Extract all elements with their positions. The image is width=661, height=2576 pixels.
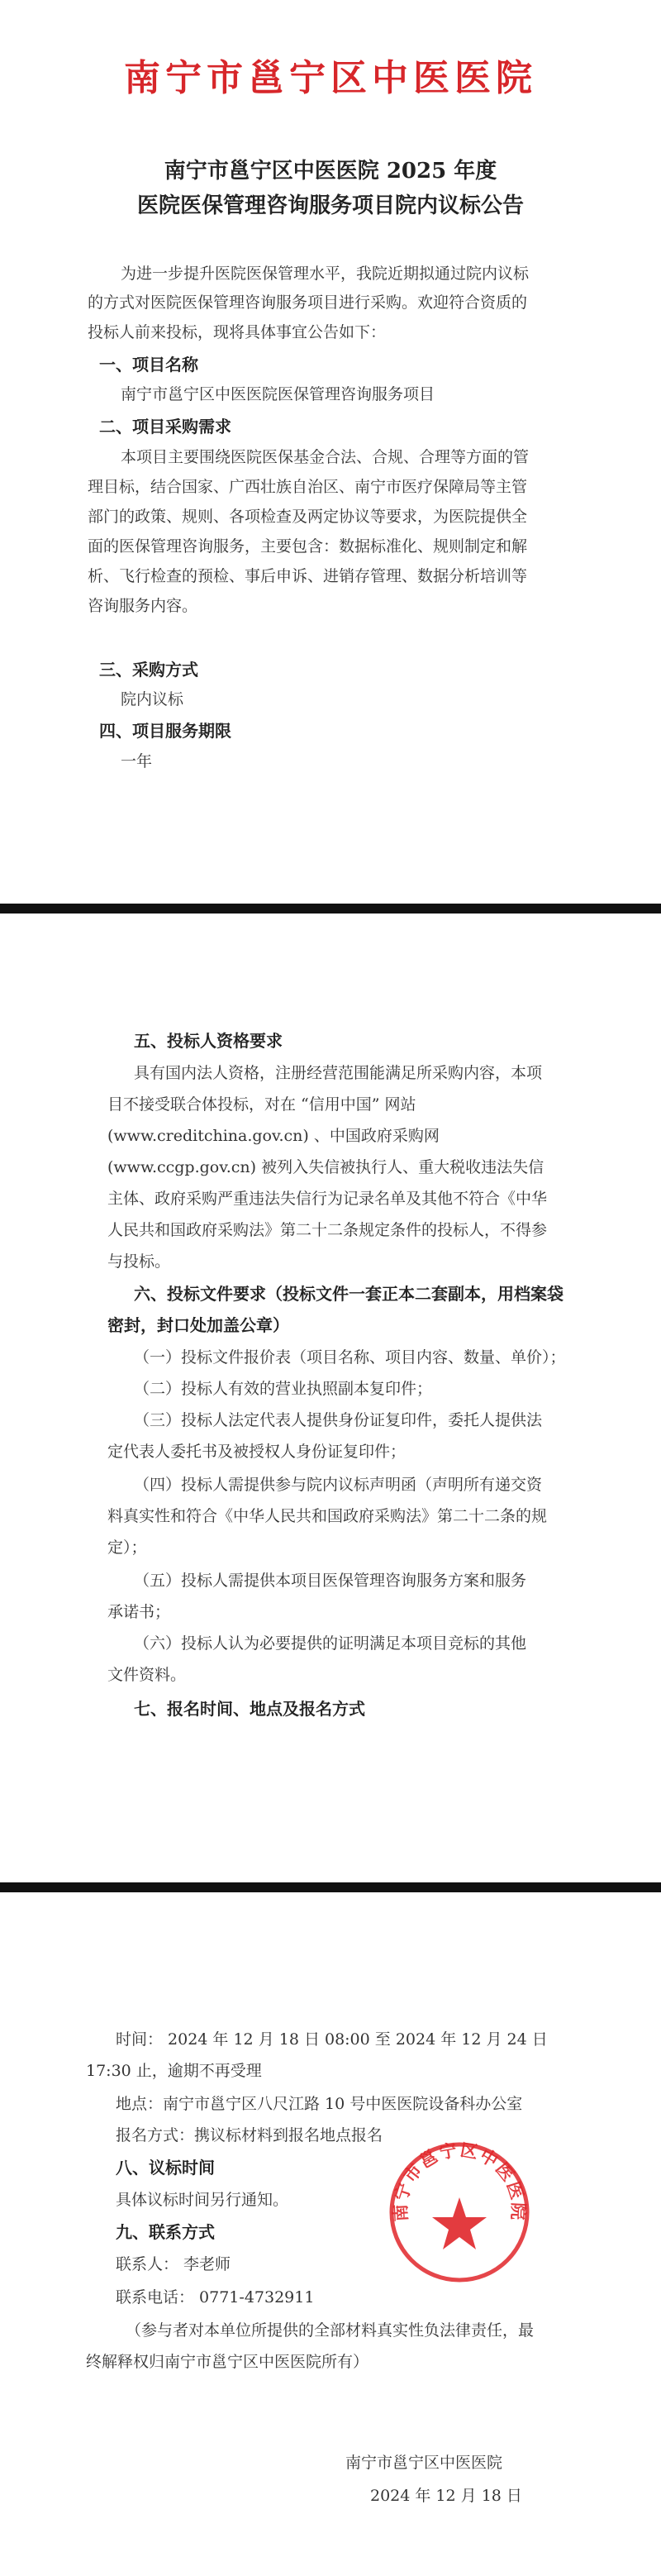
intro-line-2: 的方式对医院医保管理咨询服务项目进行采购。欢迎符合资质的 [88, 293, 528, 312]
section-6-item-4-line-1: （四）投标人需提供参与院内议标声明函（声明所有递交资 [134, 1476, 543, 1494]
seal-text: 南宁市邕宁区中医医院 [390, 2140, 529, 2222]
section-6-item-3-line-2: 定代表人委托书及被授权人身份证复印件； [107, 1443, 407, 1461]
section-3-heading: 三、采购方式 [99, 660, 198, 680]
contact-person: 联系人： 李老师 [116, 2255, 231, 2273]
intro-line-3: 投标人前来投标，现将具体事宜公告如下： [88, 323, 387, 341]
section-6-heading-line-2: 密封，封口处加盖公章） [107, 1315, 289, 1335]
page-separator-1 [0, 904, 661, 914]
section-8-heading: 八、议标时间 [116, 2158, 215, 2178]
section-5-body-line-6: 人民共和国政府采购法》第二十二条规定条件的投标人，不得参 [107, 1221, 548, 1239]
section-9-heading: 九、联系方式 [116, 2222, 215, 2242]
intro-line-1: 为进一步提升医院医保管理水平，我院近期拟通过院内议标 [121, 265, 530, 283]
section-7-heading: 七、报名时间、地点及报名方式 [134, 1699, 365, 1719]
notice-title-line-1: 南宁市邕宁区中医医院 2025 年度 [164, 159, 497, 184]
hospital-banner: 南宁市邕宁区中医医院 [124, 57, 537, 99]
section-2-body-line-6: 咨询服务内容。 [88, 597, 198, 615]
page-separator-2 [0, 1882, 661, 1892]
page-1 [0, 0, 661, 901]
page-3 [0, 1895, 661, 2576]
section-6-item-4-line-2: 料真实性和符合《中华人民共和国政府采购法》第二十二条的规 [107, 1507, 548, 1525]
section-4-body: 一年 [121, 752, 153, 770]
section-6-item-5-line-1: （五）投标人需提供本项目医保管理咨询服务方案和服务 [134, 1572, 527, 1590]
signature-org: 南宁市邕宁区中医医院 [345, 2454, 503, 2472]
contact-phone: 联系电话： 0771-4732911 [116, 2288, 315, 2306]
section-7-location: 地点：南宁市邕宁区八尺江路 10 号中医医院设备科办公室 [116, 2095, 523, 2113]
section-2-body-line-5: 析、飞行检查的预检、事后申诉、进销存管理、数据分析培训等 [88, 567, 528, 585]
section-5-heading: 五、投标人资格要求 [134, 1031, 283, 1051]
section-6-item-3-line-1: （三）投标人法定代表人提供身份证复印件，委托人提供法 [134, 1411, 543, 1429]
section-7-method: 报名方式：携议标材料到报名地点报名 [116, 2126, 383, 2144]
section-6-heading-line-1: 六、投标文件要求（投标文件一套正本二套副本，用档案袋 [134, 1284, 564, 1304]
section-5-body-line-1: 具有国内法人资格，注册经营范围能满足所采购内容，本项 [134, 1064, 543, 1082]
section-5-body-line-4: (www.ccgp.gov.cn) 被列入失信被执行人、重大税收违法失信 [107, 1158, 544, 1176]
notice-title-line-2: 医院医保管理咨询服务项目院内议标公告 [136, 193, 524, 218]
section-7-time-line-1: 时间： 2024 年 12 月 18 日 08:00 至 2024 年 12 月 24 日 [116, 2030, 548, 2049]
section-1-heading: 一、项目名称 [99, 355, 198, 374]
section-2-body-line-4: 面的医保管理咨询服务，主要包含：数据标准化、规则制定和解 [88, 537, 528, 556]
signature-date: 2024 年 12 月 18 日 [370, 2487, 522, 2505]
page-2 [0, 915, 661, 1880]
section-6-item-5-line-2: 承诺书； [107, 1603, 171, 1621]
section-4-heading: 四、项目服务期限 [99, 721, 231, 741]
section-5-body-line-5: 主体、政府采购严重违法失信行为记录名单及其他不符合《中华 [107, 1190, 548, 1208]
section-5-body-line-2: 目不接受联合体投标，对在 “信用中国” 网站 [107, 1095, 416, 1114]
official-seal-icon [387, 2140, 532, 2285]
section-3-body: 院内议标 [121, 690, 184, 708]
disclaimer-line-2: 终解释权归南宁市邕宁区中医医院所有） [86, 2353, 369, 2371]
section-6-item-6-line-1: （六）投标人认为必要提供的证明满足本项目竞标的其他 [134, 1634, 527, 1653]
section-2-body-line-1: 本项目主要围绕医院医保基金合法、合规、合理等方面的管 [121, 448, 530, 466]
disclaimer-line-1: （参与者对本单位所提供的全部材料真实性负法律责任，最 [126, 2321, 535, 2340]
section-1-body: 南宁市邕宁区中医医院医保管理咨询服务项目 [121, 385, 435, 403]
section-2-body-line-3: 部门的政策、规则、各项检查及两定协议等要求，为医院提供全 [88, 508, 528, 526]
section-5-body-line-3: (www.creditchina.gov.cn) 、中国政府采购网 [107, 1127, 440, 1145]
section-7-time-line-2: 17:30 止，逾期不再受理 [86, 2062, 262, 2080]
section-2-body-line-2: 理目标，结合国家、广西壮族自治区、南宁市医疗保障局等主管 [88, 478, 528, 496]
section-2-heading: 二、项目采购需求 [99, 417, 231, 436]
section-8-body: 具体议标时间另行通知。 [116, 2191, 289, 2209]
section-5-body-line-7: 与投标。 [107, 1252, 171, 1271]
section-6-item-1: （一）投标文件报价表（项目名称、项目内容、数量、单价）； [134, 1348, 566, 1367]
section-6-item-6-line-2: 文件资料。 [107, 1666, 187, 1684]
section-6-item-2: （二）投标人有效的营业执照副本复印件； [134, 1380, 433, 1398]
section-6-item-4-line-3: 定）； [107, 1538, 147, 1557]
